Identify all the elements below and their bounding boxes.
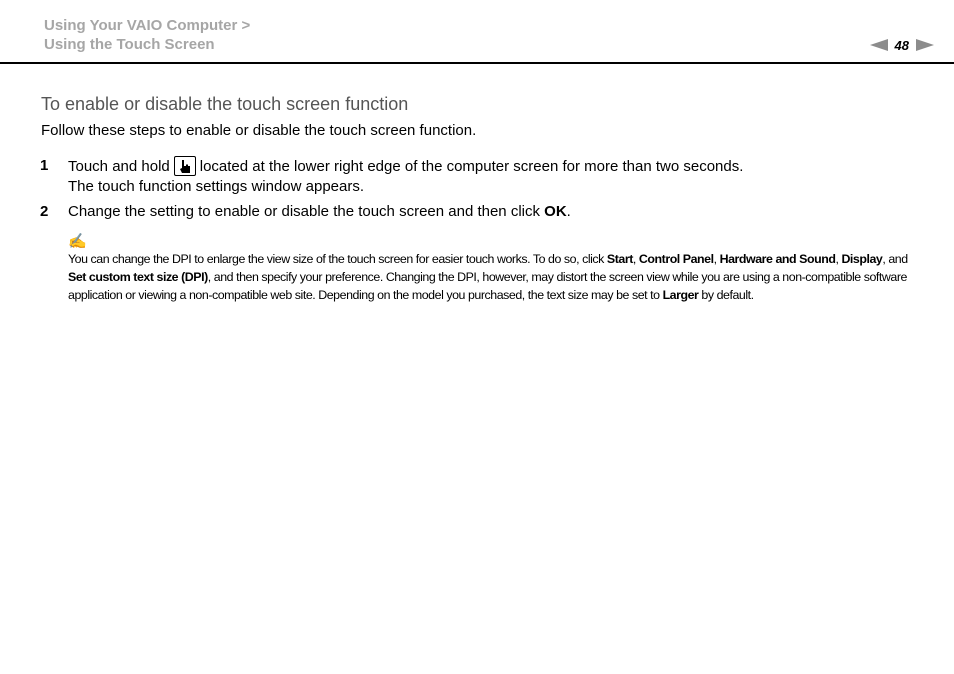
note-part: , [835,252,842,266]
section-title: To enable or disable the touch screen function [41,94,409,114]
note-part: , and [882,252,908,266]
step-text-part: Change the setting to enable or disable the touch screen and then click [68,203,540,220]
note-bold-control-panel: Control Panel [638,252,714,266]
step-text [68,156,743,197]
page-number: 48 [894,37,909,53]
step-text [68,202,571,222]
page-navigation [870,37,934,53]
note-bold-display: Display [841,252,883,266]
note-bold-larger: Larger [662,288,699,302]
note-part: by default. [698,288,754,302]
previous-page-arrow-icon[interactable] [870,39,888,51]
note-bold-start: Start [606,252,633,266]
header-divider [0,62,954,64]
step-number: 2 [40,203,49,220]
note-part: , [632,252,639,266]
step-text-end: . [566,203,571,220]
note-part: , [713,252,720,266]
breadcrumb [44,16,250,54]
note-text [68,250,914,304]
note-bold-hardware-and-sound: Hardware and Sound [719,252,836,266]
intro-text: Follow these steps to enable or disable the touch screen function. [41,122,477,139]
step-number: 1 [40,157,49,174]
note-part: , and then specify your preference. Changing the DPI, however, may distort the screen view while you are using a non-compatible software application or viewing a non-compatible web site. Depending on the model you purchased, the text size may be set to [68,270,907,302]
next-page-arrow-icon[interactable] [916,39,934,51]
note-bold-set-custom-text-size: Set custom text size (DPI) [68,270,208,284]
touch-hand-icon [174,156,196,176]
breadcrumb-parent[interactable]: Using Your VAIO Computer > [44,17,251,34]
breadcrumb-current[interactable]: Using the Touch Screen [44,36,215,53]
step-text-part: located at the lower right edge of the computer screen for more than two seconds. [199,158,744,175]
ok-label: OK [544,203,567,220]
note-pencil-icon: ✍ [68,233,87,250]
step-result-text: The touch function settings window appears. [68,178,365,195]
note-part: You can change the DPI to enlarge the view size of the touch screen for easier touch works. To do so, click [68,252,607,266]
step-text-part: Touch and hold [68,158,170,175]
